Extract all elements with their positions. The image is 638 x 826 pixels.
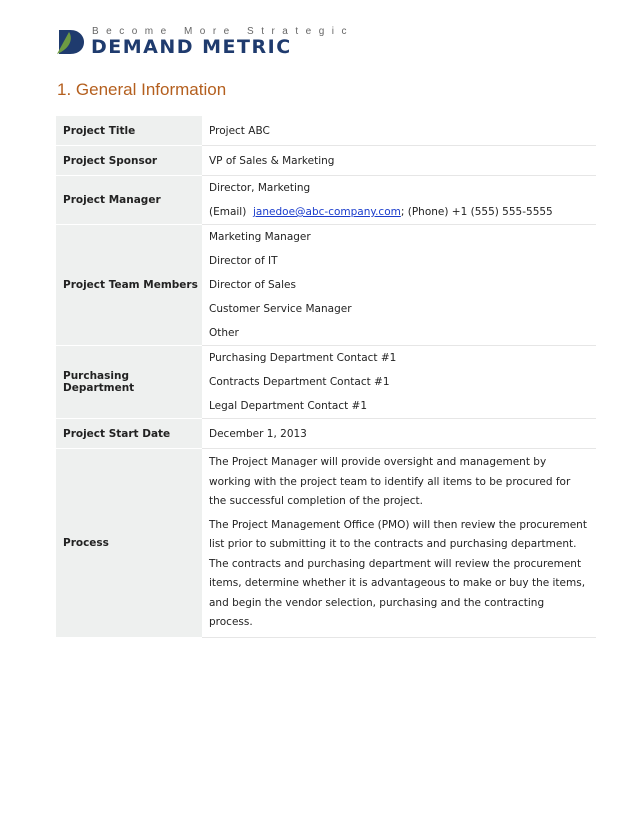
process-paragraph: The Project Management Office (PMO) will then review the procurement list prior to submitting it to the contracts and purchasing department. The contracts and purchasing department will review the procurement items, determine whether it is advantageous to make or buy the items, and begin the vendor selection, purchasing and the contracting process. xyxy=(209,518,587,628)
list-item: Director of Sales xyxy=(209,279,296,291)
list-item: Other xyxy=(209,327,239,339)
table-row-project-manager xyxy=(56,176,596,225)
table-row-process xyxy=(56,449,596,638)
row-label: Project Team Members xyxy=(56,225,202,346)
section-title: 1. General Information xyxy=(57,80,227,99)
table-row-project-sponsor xyxy=(56,146,596,176)
company-logo xyxy=(56,22,354,62)
list-item: Contracts Department Contact #1 xyxy=(209,376,390,388)
row-value xyxy=(202,449,596,638)
email-link[interactable]: janedoe@abc-company.com xyxy=(253,206,401,218)
row-label: Process xyxy=(56,449,202,638)
row-value xyxy=(202,225,596,346)
table-row-project-title xyxy=(56,116,596,146)
phone-text: ; (Phone) +1 (555) 555-5555 xyxy=(400,206,553,218)
logo-brand-name: DEMAND METRIC xyxy=(91,36,292,58)
row-value: December 1, 2013 xyxy=(202,419,596,449)
list-item: Marketing Manager xyxy=(209,231,311,243)
row-value: VP of Sales & Marketing xyxy=(202,146,596,176)
list-item: Purchasing Department Contact #1 xyxy=(209,352,397,364)
table-row-purchasing-department xyxy=(56,346,596,419)
table-row-project-start-date xyxy=(56,419,596,449)
manager-contact xyxy=(209,200,588,224)
list-item: Customer Service Manager xyxy=(209,303,352,315)
row-label: Project Start Date xyxy=(56,419,202,449)
email-prefix: (Email) xyxy=(209,206,247,218)
logo-tagline: Become More Strategic xyxy=(92,26,354,37)
list-item: Legal Department Contact #1 xyxy=(209,400,368,412)
process-paragraph: The Project Manager will provide oversight and management by working with the project team to identify all items to be procured for the successful completion of the project. xyxy=(209,456,571,507)
row-label: Project Manager xyxy=(56,176,202,225)
table-row-project-team-members xyxy=(56,225,596,346)
row-value xyxy=(202,346,596,419)
row-value: Project ABC xyxy=(202,116,596,146)
row-label: Project Title xyxy=(56,116,202,146)
logo-mark-icon xyxy=(56,28,86,56)
row-label: Purchasing Department xyxy=(56,346,202,419)
row-label: Project Sponsor xyxy=(56,146,202,176)
general-information-table xyxy=(56,116,596,638)
row-value xyxy=(202,176,596,225)
manager-title: Director, Marketing xyxy=(209,182,311,194)
list-item: Director of IT xyxy=(209,255,278,267)
